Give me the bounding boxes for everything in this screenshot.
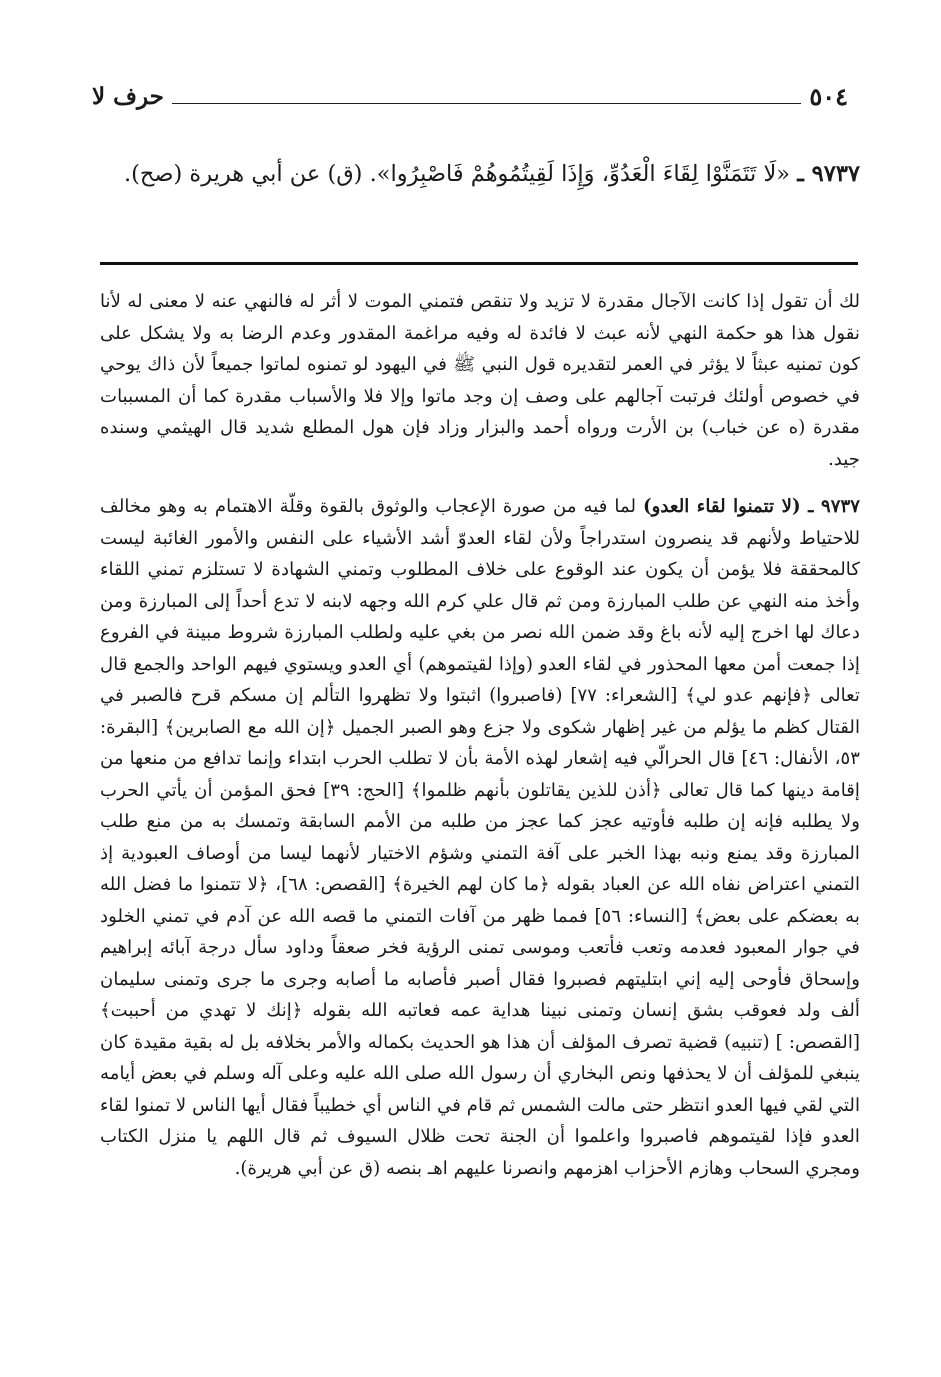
running-title: حرف لا (92, 82, 164, 110)
commentary (100, 286, 860, 1356)
hadith-text (100, 150, 860, 198)
commentary-body: لما فيه من صورة الإعجاب والوثوق بالقوة وقلّة الاهتمام به وهو مخالف للاحتياط ولأنهم قد ينصرون استدراجاً ولأن لقاء العدوّ أشد الأشياء على النفس والأمور الغائبة ليست كالمحققة فلا يؤمن أن يكون عند الوقوع على خلاف المطلوب وتمني الشهادة لا تستلزم تمني اللقاء وأخذ منه النهي عن طلب المبارزة ومن ثم قال علي كرم الله وجهه لابنه لا تدع أحداً إلى المبارزة ومن دعاك لها اخرج إليه لأنه باغ وقد ضمن الله نصر من بغي عليه ولطلب المبارزة شروط مبينة في الفروع إذا جمعت أمن معها المحذور في لقاء العدو (وإذا لقيتموهم) أي العدو ويستوي فيهم الواحد والجمع قال تعالى ﴿فإنهم عدو لي﴾ [الشعراء: ٧٧] (فاصبروا) اثبتوا ولا تظهروا التألم إن مسكم قرح فالصبر في القتال كظم ما يؤلم من غير إظهار شكوى ولا جزع وهو الصبر الجميل ﴿إن الله مع الصابرين﴾ [البقرة: ٥٣، الأنفال: ٤٦] قال الحرالّي فيه إشعار لهذه الأمة بأن لا تطلب الحرب ابتداء وإنما تدافع من منعها من إقامة دينها كما قال تعالى ﴿أذن للذين يقاتلون بأنهم ظلموا﴾ [الحج: ٣٩] فحق المؤمن أن يأتي الحرب ولا يطلبه فإنه إن طلبه فأوتيه عجز كما عجز من طلبه من الأمم السابقة وتمسك به من منع طلب المبارزة وقد يمنع ونبه بهذا الخبر على آفة التمني وشؤم الاختيار لأنهما ليسا من أوصاف العبودية إذ التمني اعتراض نفاه الله عن العباد بقوله ﴿ما كان لهم الخيرة﴾ [القصص: ٦٨]، ﴿لا تتمنوا ما فضل الله به بعضكم على بعض﴾ [النساء: ٥٦] فمما ظهر من آفات التمني ما قصه الله عن آدم في تمني الخلود في جوار المعبود فعدمه وتعب فأتعب وموسى تمنى الرؤية فخر صعقاً وداود سأل درجة آبائه إبراهيم وإسحاق فأوحى إليه إني ابتليتهم فصبروا فقال أصبر فأصابه ما أصابه وجرى ما جرى وتمنى سليمان ألف ولد فعوقب بشق إنسان وتمنى نبينا هداية عمه فعاتبه الله بقوله ﴿إنك لا تهدي من أحببت﴾ [القصص: ] (تنبيه) قضية تصرف المؤلف أن هذا هو الحديث بكماله والأمر بخلافه بل له بقية مقيدة كان ينبغي للمؤلف أن لا يحذفها ونص البخاري أن رسول الله صلى الله عليه وعلى آله وسلم في بعض أيامه التي لقي فيها العدو انتظر حتى مالت الشمس ثم قام في الناس أي خطيباً فقال أيها الناس لا تمنوا لقاء العدو فإذا لقيتموهم فاصبروا واعلموا أن الجنة تحت ظلال السيوف ثم قال اللهم يا منزل الكتاب ومجري السحاب وهازم الأحزاب اهزمهم وانصرنا عليهم اهـ بنصه (ق عن أبي هريرة). (100, 496, 860, 1179)
commentary-paragraph: لك أن تقول إذا كانت الآجال مقدرة لا تزيد ولا تنقص فتمني الموت لا أثر له فالنهي عنه لا معنى له لأنا نقول هذا هو حكمة النهي لأنه عبث لا فائدة له وفيه مراغمة المقدور وعدم الرضا به ولا يشكل على كون تمنيه عبثاً لا يؤثر في العمر لتقديره قول النبي ﷺ في اليهود لو تمنوه لماتوا جميعاً لأن ذاك يوحي في خصوص أولئك فرتبت آجالهم على وصف إن وجد ماتوا وإلا فلا والأسباب مقدرة كما أن المسببات مقدرة (ه عن خباب) بن الأرت ورواه أحمد والبزار وزاد فإن هول المطلع شديد قال الهيثمي وسنده جيد. (100, 291, 860, 470)
commentary-paragraph (100, 491, 860, 1184)
hadith-number: ٩٧٣٧ ـ (797, 161, 860, 187)
commentary-lead: ٩٧٣٧ ـ (لا تتمنوا لقاء العدو) (642, 496, 860, 517)
header-rule (172, 89, 801, 104)
hadith-body: «لَا تَتَمَنَّوْا لِقَاءَ الْعَدُوِّ، وَإِذَا لَقِيتُمُوهُمْ فَاصْبِرُوا». (ق) عن أبي هريرة (صح). (123, 161, 791, 187)
footnote-divider (100, 262, 858, 265)
page-number: ٥٠٤ (809, 81, 848, 111)
page-header (92, 80, 848, 112)
